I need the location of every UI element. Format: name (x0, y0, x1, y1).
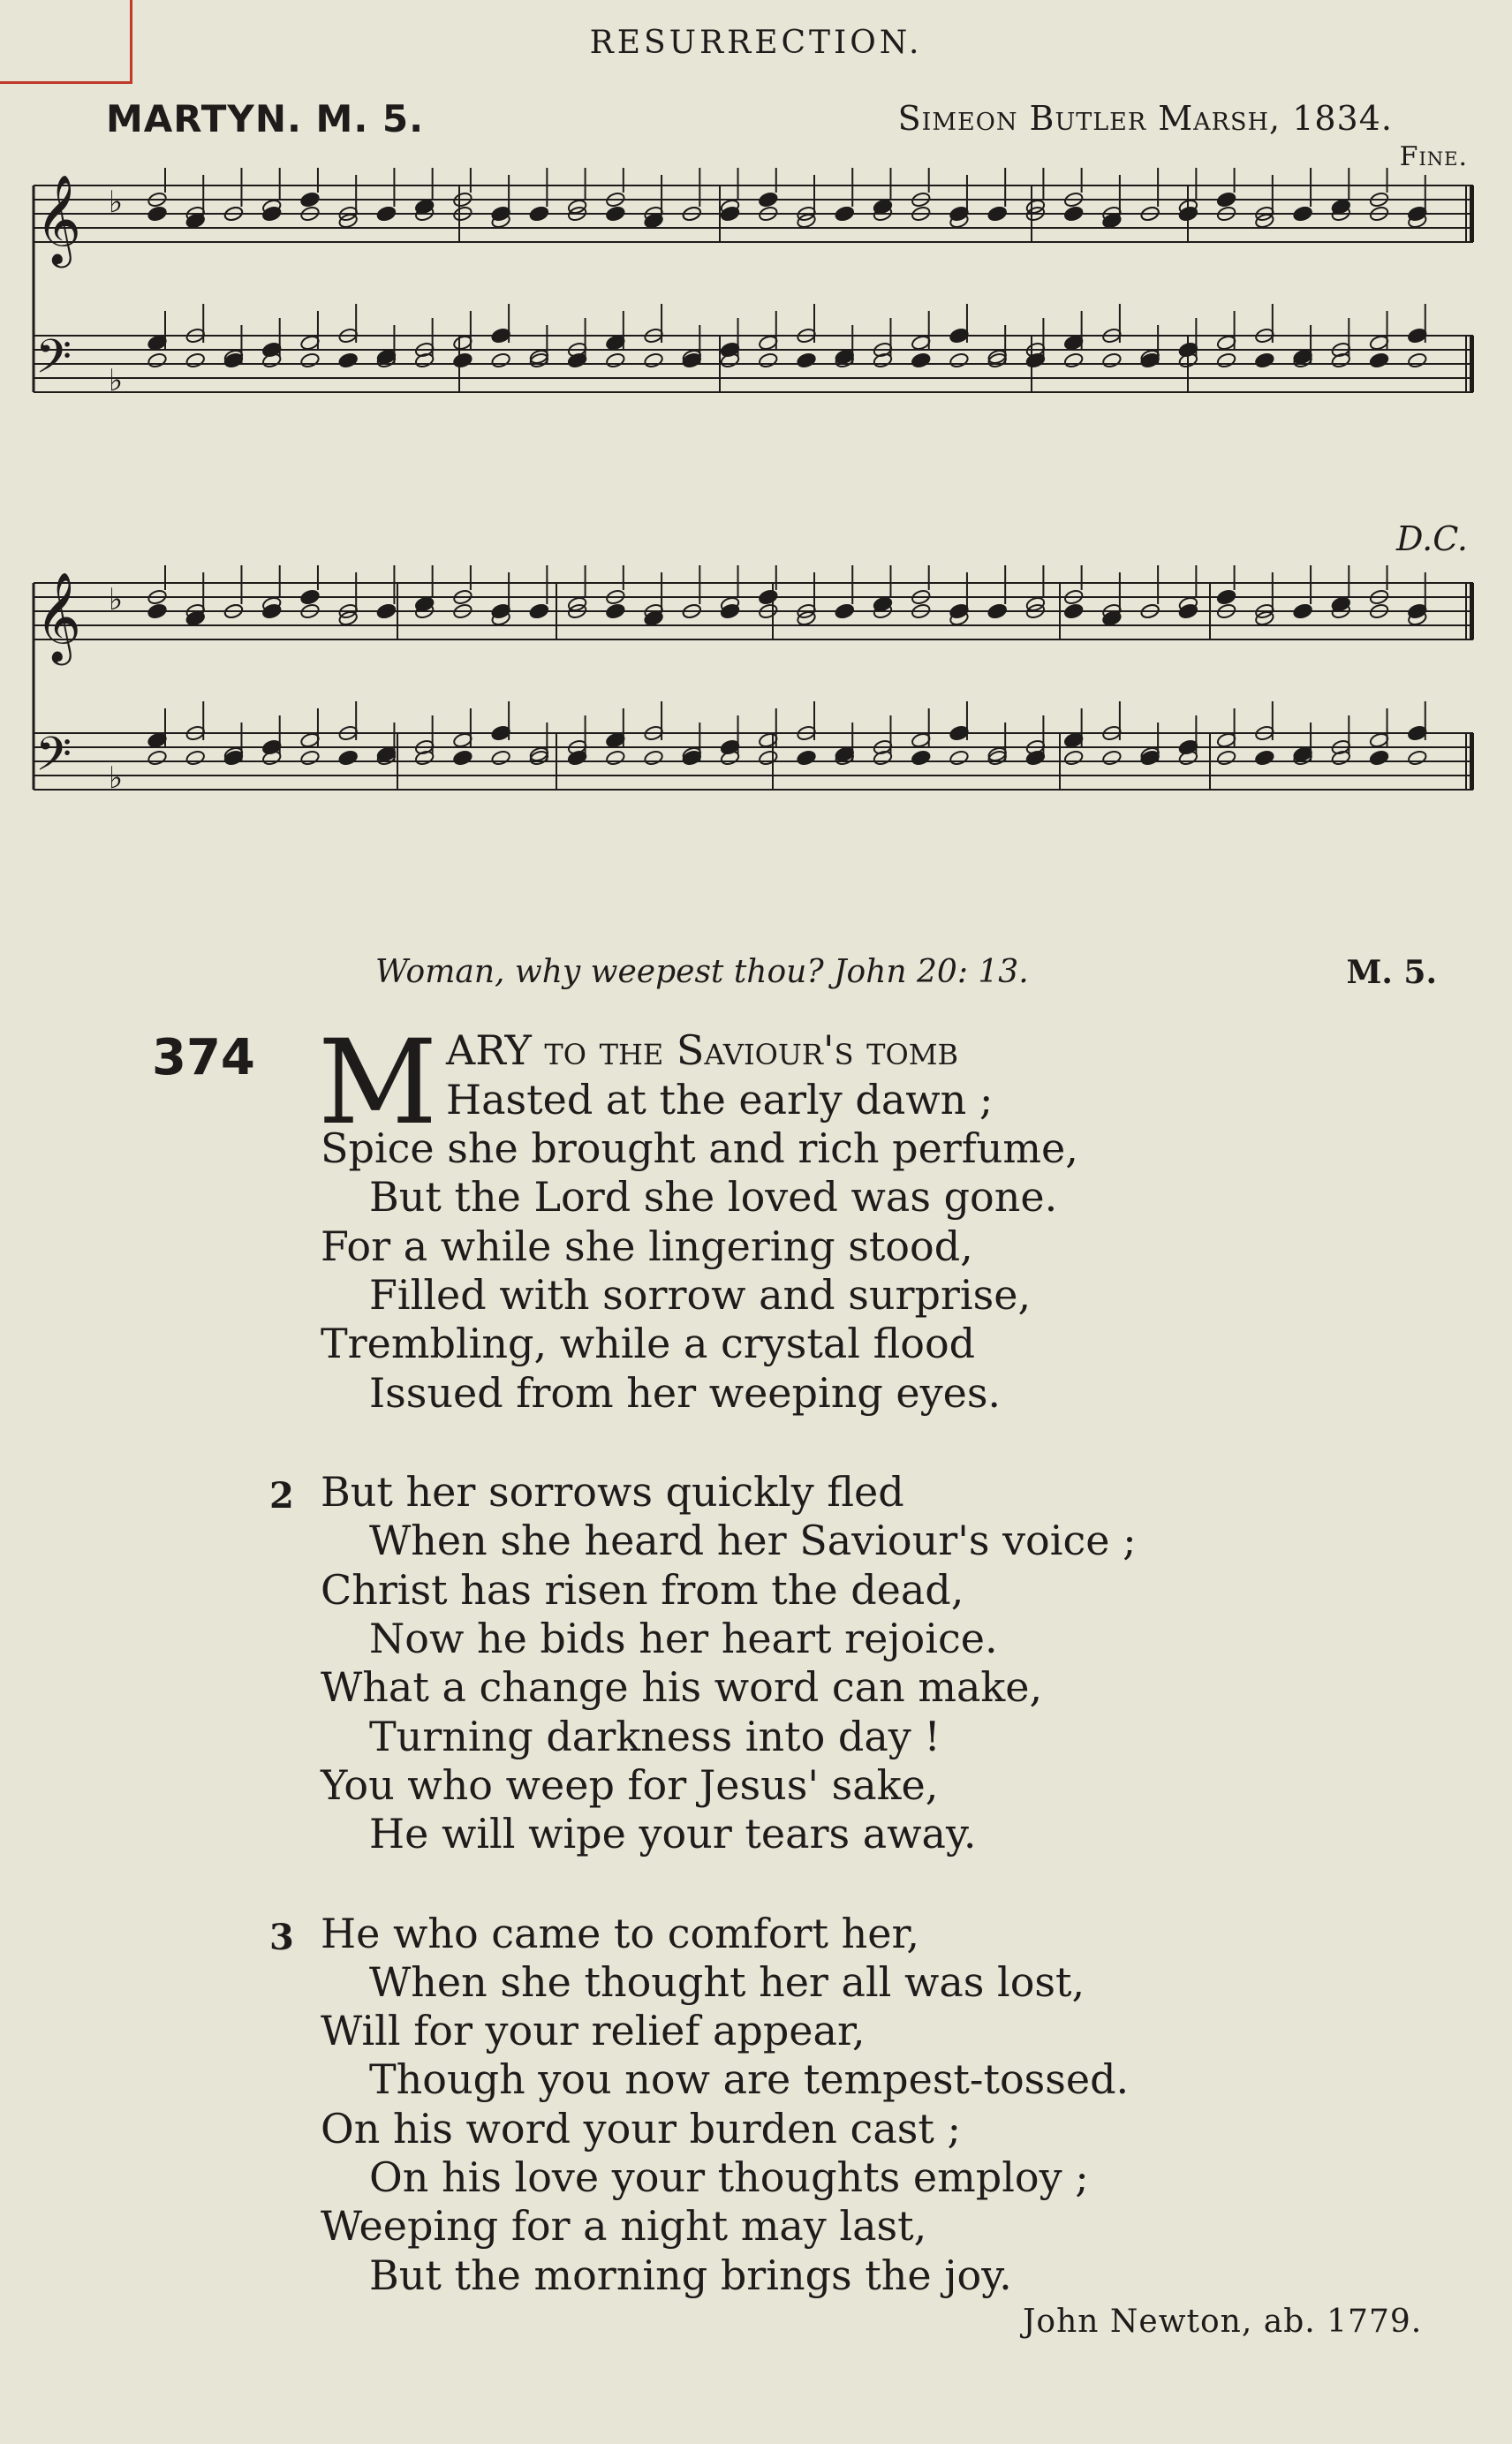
note-head (452, 352, 472, 368)
note-head (299, 191, 320, 208)
dc-marking: D.C. (1396, 519, 1468, 558)
verse-3-line-3: Will for your relief appear, (321, 2007, 866, 2054)
note-head (1063, 749, 1084, 766)
note-head (911, 749, 931, 766)
note-head (796, 352, 816, 368)
note-head (1216, 588, 1236, 605)
tune-name: MARTYN. M. 5. (106, 97, 425, 140)
verse-3-line-2: When she thought her all was lost, (369, 1958, 1085, 2006)
note-head (758, 352, 778, 368)
verse-2-line-6: Turning darkness into day ! (369, 1713, 941, 1760)
verse-1-line-2: Hasted at the early dawn ; (446, 1076, 994, 1124)
note-head (643, 749, 663, 766)
verse-2-number: 2 (269, 1475, 294, 1517)
note-head (911, 352, 931, 368)
note-head (605, 602, 625, 619)
verse-3-line-4: Though you now are tempest-tossed. (369, 2055, 1130, 2103)
verse-3-line-1: He who came to comfort her, (321, 1910, 920, 1957)
note-head (299, 749, 320, 766)
verse-1-line-1: ARY to the Saviour's tomb (446, 1026, 958, 1074)
verse-2-line-8: He will wipe your tears away. (369, 1810, 977, 1858)
note-head (1063, 352, 1084, 368)
flat-sign-icon: ♭ (109, 185, 124, 220)
note-head (949, 749, 969, 766)
note-head (1369, 352, 1389, 368)
note-head (299, 352, 320, 368)
note-head (185, 352, 206, 368)
verse-2-line-5: What a change his word can make, (321, 1663, 1043, 1711)
note-head (376, 602, 397, 619)
note-head (376, 205, 397, 222)
note-head (452, 749, 472, 766)
note-head (835, 602, 855, 619)
note-head (643, 352, 663, 368)
music-system-1 (0, 168, 1512, 468)
flat-sign-icon: ♭ (109, 363, 124, 398)
note-head (1101, 352, 1122, 368)
bass-clef-icon: 𝄢 (35, 330, 72, 396)
note-head (758, 191, 778, 208)
final-bar (1470, 733, 1474, 790)
verse-1-line-4: But the Lord she loved was gone. (369, 1173, 1058, 1221)
verse-3-line-6: On his love your thoughts employ ; (369, 2153, 1089, 2201)
flat-sign-icon: ♭ (109, 760, 124, 796)
note-head (490, 749, 510, 766)
fine-marking: Fine. (1399, 141, 1468, 172)
note-head (1292, 205, 1312, 222)
note-head (1292, 602, 1312, 619)
note-head (1063, 602, 1084, 619)
note-head (147, 749, 167, 766)
note-head (758, 588, 778, 605)
verse-3-number: 3 (269, 1917, 294, 1958)
note-head (1216, 749, 1236, 766)
verse-2-line-2: When she heard her Saviour's voice ; (369, 1517, 1137, 1564)
verse-2-line-4: Now he bids her heart rejoice. (369, 1615, 998, 1662)
note-head (1216, 352, 1236, 368)
note-head (605, 749, 625, 766)
note-head (605, 352, 625, 368)
verse-1-line-7: Trembling, while a crystal flood (321, 1320, 976, 1367)
verse-1-line-8: Issued from her weeping eyes. (369, 1369, 1002, 1417)
note-head (1407, 352, 1427, 368)
note-head (835, 205, 855, 222)
note-head (796, 749, 816, 766)
note-head (1101, 749, 1122, 766)
note-head (1254, 352, 1274, 368)
verse-3-line-7: Weeping for a night may last, (321, 2202, 927, 2250)
note-head (949, 352, 969, 368)
note-head (338, 749, 359, 766)
verse-3-line-8: But the morning brings the joy. (369, 2251, 1012, 2299)
note-head (605, 205, 625, 222)
verse-1-line-6: Filled with sorrow and surprise, (369, 1271, 1032, 1319)
note-head (147, 352, 167, 368)
flat-sign-icon: ♭ (109, 582, 124, 617)
note-head (185, 749, 206, 766)
note-head (1369, 749, 1389, 766)
drop-capital: M (318, 1015, 438, 1151)
note-head (490, 352, 510, 368)
final-bar (1470, 185, 1474, 242)
verse-2-line-7: You who weep for Jesus' sake, (321, 1761, 939, 1809)
final-bar (1470, 336, 1474, 392)
author-attribution: John Newton, ab. 1779. (1023, 2304, 1423, 2340)
scripture-reference: Woman, why weepest thou? John 20: 13. (375, 954, 1029, 990)
note-head (1254, 749, 1274, 766)
note-head (338, 352, 359, 368)
note-head (1216, 191, 1236, 208)
final-bar (1470, 583, 1474, 639)
note-head (147, 205, 167, 222)
note-head (299, 588, 320, 605)
bass-clef-icon: 𝄢 (35, 728, 72, 793)
meter-label: M. 5. (1346, 954, 1437, 991)
music-system-2 (0, 565, 1512, 866)
treble-clef-icon: 𝄞 (35, 173, 82, 264)
verse-2-line-1: But her sorrows quickly fled (321, 1468, 904, 1516)
note-head (147, 602, 167, 619)
treble-clef-icon: 𝄞 (35, 571, 82, 662)
note-head (1063, 205, 1084, 222)
composer-credit: Simeon Butler Marsh, 1834. (897, 99, 1393, 138)
verse-2-line-3: Christ has risen from the dead, (321, 1566, 964, 1614)
running-head: RESURRECTION. (589, 25, 923, 61)
hymn-number: 374 (152, 1029, 255, 1086)
verse-1-line-3: Spice she brought and rich perfume, (321, 1124, 1078, 1172)
verse-3-line-5: On his word your burden cast ; (321, 2105, 961, 2153)
note-head (1407, 749, 1427, 766)
verse-1-line-5: For a while she lingering stood, (321, 1222, 973, 1270)
note-head (758, 749, 778, 766)
